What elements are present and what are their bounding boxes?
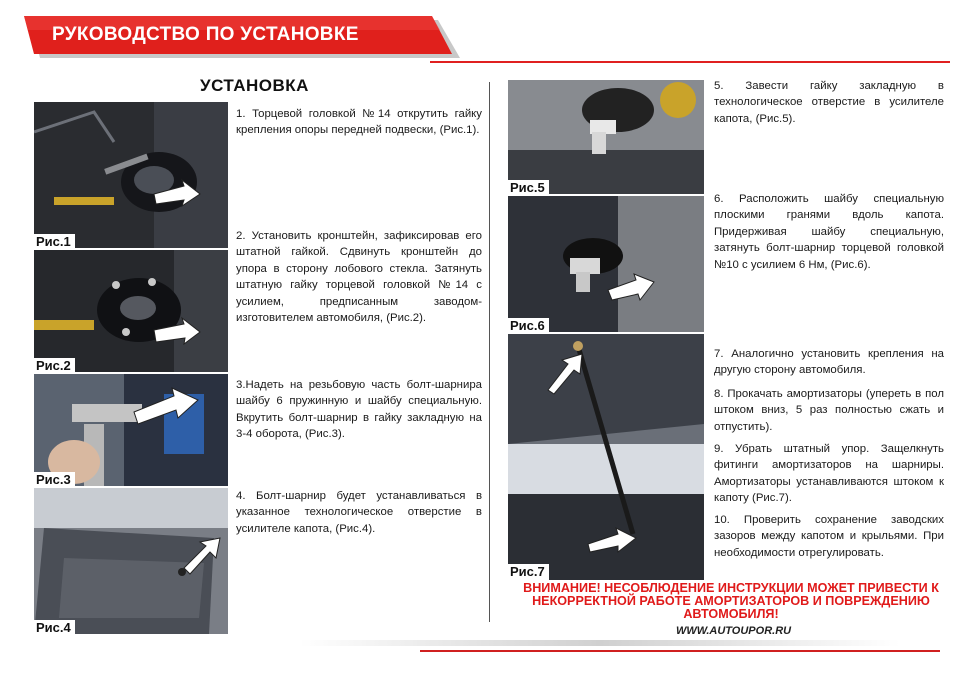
- photo-fig1: [34, 102, 228, 248]
- photo-fig3: [34, 374, 228, 486]
- caption-fig1: Рис.1: [34, 234, 75, 250]
- photo-fig7: [508, 334, 704, 580]
- step-8: 8. Прокачать амортизаторы (упереть в пол штоком вниз, 5 раз полностью сжать и отпустить).: [714, 388, 944, 433]
- step-7: 7. Аналогично установить крепления на другую сторону автомобиля.: [714, 348, 944, 377]
- column-divider: [489, 82, 490, 622]
- photo-fig2: [34, 250, 228, 372]
- step-1: 1. Торцевой головкой №14 открутить гайку крепления опоры передней подвески, (Рис.1).: [236, 108, 482, 137]
- caption-fig3: Рис.3: [34, 472, 75, 488]
- step-10: 10. Проверить сохранение заводских зазоров между капотом и крыльями. При необходимости отрегулировать.: [714, 514, 944, 559]
- caption-fig2: Рис.2: [34, 358, 75, 374]
- photo-fig4: [34, 488, 228, 634]
- warning-text: ВНИМАНИЕ! НЕСОБЛЮДЕНИЕ ИНСТРУКЦИИ МОЖЕТ ПРИВЕСТИ К НЕКОРРЕКТНОЙ РАБОТЕ АМОРТИЗАТОРОВ И ПОВРЕЖДЕНИЮ АВТОМОБИЛЯ!: [523, 581, 939, 621]
- photo-fig5: [508, 80, 704, 194]
- header-rule: [430, 61, 950, 63]
- step-3: 3.Надеть на резьбовую часть болт-шарнира шайбу 6 пружинную и шайбу специальную. Вкрутить болт-шарнир в гайку закладную на 3-4 оборота, (Рис.3).: [236, 379, 482, 441]
- step-5: 5. Завести гайку закладную в технологическое отверстие в усилителе капота, (Рис.5).: [714, 80, 944, 125]
- step-2: 2. Установить кронштейн, зафиксировав его штатной гайкой. Сдвинуть кронштейн до упора в сторону лобового стекла. Затянуть штатную гайку торцевой головкой №14 с усилием, предписанным заводом-изготовителем автомобиля, (Рис.2).: [236, 230, 482, 325]
- caption-fig5: Рис.5: [508, 180, 549, 196]
- caption-fig6: Рис.6: [508, 318, 549, 334]
- caption-fig4: Рис.4: [34, 620, 75, 636]
- website-url[interactable]: WWW.AUTOUPOR.RU: [676, 625, 792, 637]
- step-6: 6. Расположить шайбу специальную плоскими гранями вдоль капота. Придерживая шайбу специальную, затянуть болт-шарнир торцевой головкой №10 с усилием 6 Нм, (Рис.6).: [714, 193, 944, 271]
- banner-title: РУКОВОДСТВО ПО УСТАНОВКЕ: [52, 24, 359, 45]
- step-9: 9. Убрать штатный упор. Защелкнуть фитинги амортизаторов на шарниры. Амортизаторы устанавливаются штоком к капоту (Рис.7).: [714, 443, 944, 505]
- step-4: 4. Болт-шарнир будет устанавливаться в указанное технологическое отверстие в усилителе капота, (Рис.4).: [236, 490, 482, 535]
- caption-fig7: Рис.7: [508, 564, 549, 580]
- footer-rule: [420, 650, 940, 652]
- section-title: УСТАНОВКА: [200, 76, 309, 95]
- photo-fig6: [508, 196, 704, 332]
